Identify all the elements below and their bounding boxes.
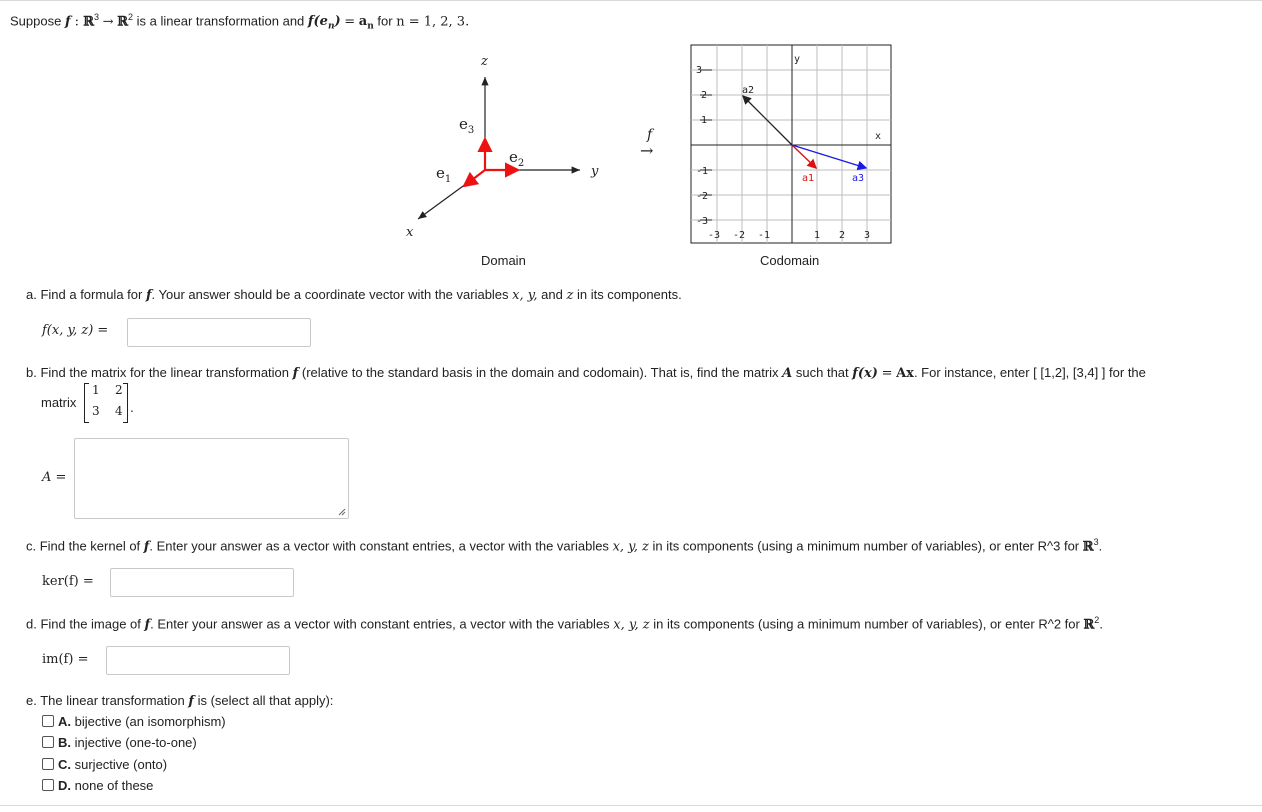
codomain-y-label: y — [794, 54, 801, 65]
z-axis-label: z — [481, 54, 488, 69]
image-input[interactable] — [107, 647, 289, 674]
domain-figure — [402, 49, 608, 241]
a3-label: a3 — [852, 173, 865, 184]
codomain-x-label: x — [875, 131, 882, 142]
option-b[interactable]: B. injective (one-to-one) — [58, 735, 197, 750]
option-a[interactable]: A. bijective (an isomorphism) — [58, 714, 226, 729]
codomain-caption: Codomain — [760, 253, 820, 268]
tick-y-2: 2 — [701, 90, 708, 101]
checkbox-a[interactable] — [42, 715, 54, 727]
tick-y-neg2: -2 — [696, 191, 709, 202]
part-b-answer-box[interactable] — [74, 438, 349, 519]
part-d-answer-box[interactable] — [106, 646, 290, 675]
resize-handle-icon[interactable] — [338, 508, 346, 516]
bottom-divider — [0, 805, 1262, 806]
checkbox-d[interactable] — [42, 779, 54, 791]
intro-fen-sub: n — [327, 21, 335, 32]
intro-fen: f(e — [307, 14, 328, 30]
checkbox-b[interactable] — [42, 736, 54, 748]
part-d-question: d. Find the image of f. Enter your answer as a vector with constant entries, a vector with the variables x, y, z in its components (using a minimum number of variables), or enter R^2 for ℝ$^2$. — [26, 615, 1103, 633]
part-b-label: A = — [42, 470, 67, 485]
part-a-question: a. Find a formula for f. Your answer should be a coordinate vector with the variables x, y, and z in its components. — [26, 287, 682, 303]
part-a-label: f(x, y, z) = — [42, 323, 109, 338]
intro-f: f — [64, 14, 71, 30]
intro-prefix: Suppose — [10, 13, 62, 29]
e3-label: $e_3$ — [459, 115, 475, 136]
kernel-input[interactable] — [111, 569, 293, 596]
e2-label: $e_2$ — [509, 148, 525, 169]
tick-x-2: 2 — [839, 230, 846, 241]
a1-label: a1 — [802, 173, 815, 184]
tick-y-neg3: -3 — [696, 216, 709, 227]
intro-domain-exp: 3 — [94, 12, 100, 22]
y-axis-label: y — [591, 164, 599, 179]
intro-an-sub: n — [367, 21, 374, 32]
domain-bg — [402, 49, 608, 241]
e1-label: $e_1$ — [436, 164, 452, 185]
map-arrow: → — [640, 141, 654, 160]
part-d-label: im(f) = — [42, 652, 89, 667]
intro-codomain: ℝ — [117, 14, 128, 30]
problem-statement: Suppose f : ℝ$^3$ → ℝ$^2$ is a linear transformation and $f(e_n) = a_n$ for n = 1, 2, 3. — [10, 12, 470, 32]
intro-n-range: n = 1, 2, 3. — [396, 14, 470, 30]
part-c-answer-box[interactable] — [110, 568, 294, 597]
option-c[interactable]: C. surjective (onto) — [58, 757, 168, 772]
a2-label: a2 — [742, 85, 755, 96]
tick-x-1: 1 — [814, 230, 821, 241]
codomain-figure — [690, 44, 893, 245]
intro-an: a — [358, 14, 368, 30]
tick-x-neg2: -2 — [733, 230, 746, 241]
tick-x-neg1: -1 — [758, 230, 771, 241]
intro-arrow: → — [102, 14, 114, 30]
top-divider — [0, 0, 1262, 1]
option-d[interactable]: D. none of these — [58, 778, 154, 793]
example-matrix: 1 2 3 4 . — [84, 383, 144, 423]
part-b-question: b. Find the matrix for the linear transformation f (relative to the standard basis in the domain and codomain). That is, find the matrix A such that f(x) = Ax. For instance, enter [ [1,2], [3,4] ] for the — [26, 365, 1146, 381]
part-c-label: ker(f) = — [42, 574, 94, 589]
intro-fen-close: ) — [334, 14, 341, 30]
map-f-label: f — [647, 127, 653, 143]
matrix-word: matrix — [41, 395, 77, 410]
intro-domain: ℝ — [83, 14, 95, 30]
formula-input[interactable] — [128, 319, 310, 346]
tick-y-3: 3 — [696, 65, 703, 76]
part-a-answer-box[interactable] — [127, 318, 311, 347]
checkbox-c[interactable] — [42, 758, 54, 770]
domain-caption: Domain — [481, 253, 526, 268]
part-c-question: c. Find the kernel of f. Enter your answer as a vector with constant entries, a vector with the variables x, y, z in its components (using a minimum number of variables), or enter R^3 for ℝ$^3$. — [26, 537, 1103, 555]
intro-for: for — [377, 13, 393, 29]
intro-equals: = — [344, 14, 356, 30]
tick-x-neg3: -3 — [708, 230, 721, 241]
tick-y-1: 1 — [701, 115, 708, 126]
part-e-question: e. The linear transformation f is (select all that apply): — [26, 693, 334, 709]
tick-y-neg1: -1 — [696, 166, 709, 177]
intro-codomain-exp: 2 — [128, 12, 134, 22]
intro-mid: is a linear transformation and — [136, 13, 305, 29]
matrix-input[interactable] — [75, 439, 348, 518]
x-axis-label: x — [406, 225, 414, 240]
tick-x-3: 3 — [864, 230, 871, 241]
